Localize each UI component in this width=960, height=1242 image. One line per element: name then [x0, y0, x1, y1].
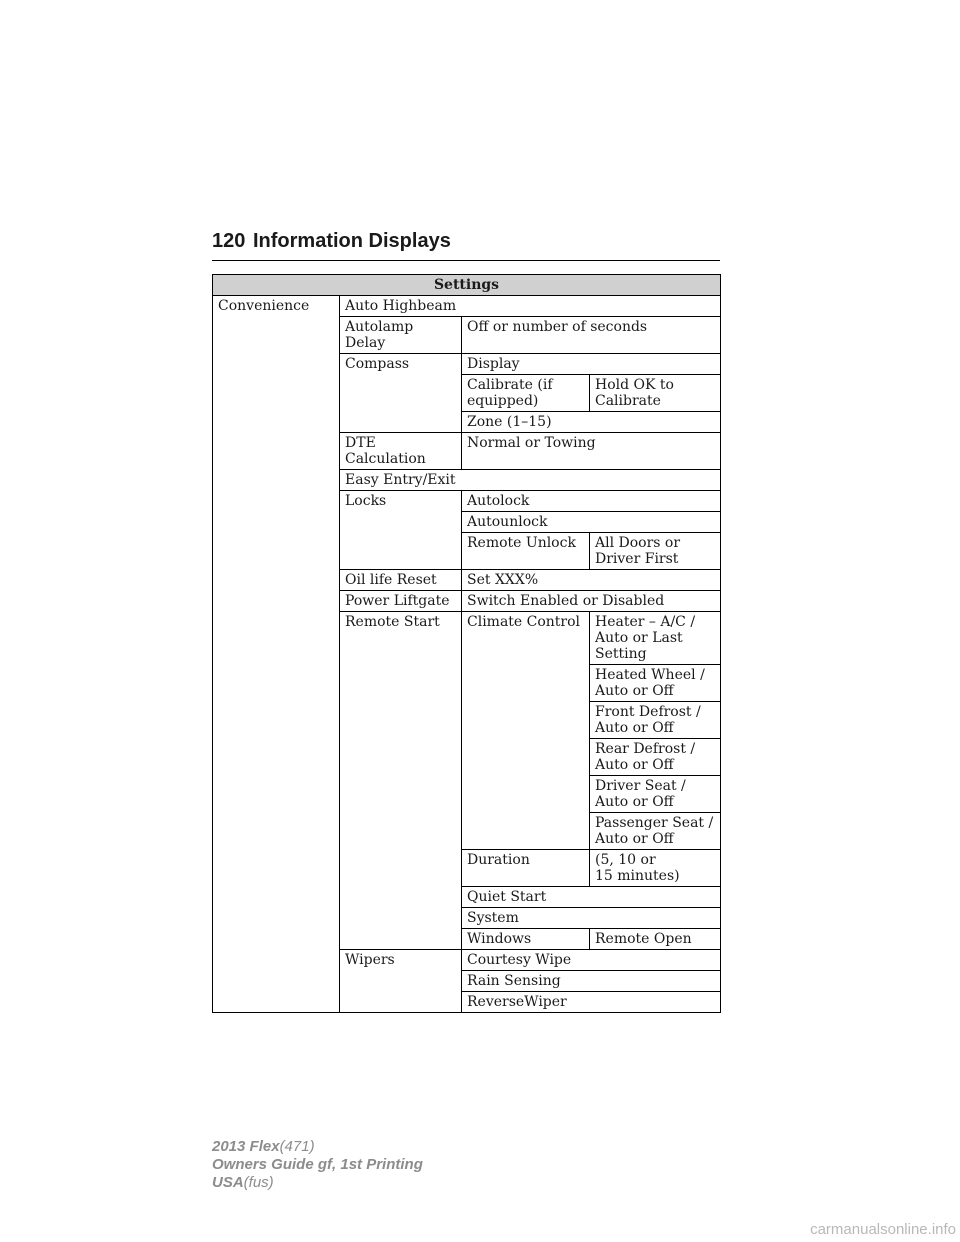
page-number: 120 [212, 230, 246, 252]
setting-power-liftgate: Power Liftgate [340, 591, 462, 612]
climate-heated-wheel: Heated Wheel / Auto or Off [590, 665, 721, 702]
power-liftgate-value: Switch Enabled or Disabled [462, 591, 721, 612]
settings-table [212, 274, 721, 1013]
setting-auto-highbeam: Auto Highbeam [340, 296, 721, 317]
locks-autounlock: Autounlock [462, 512, 721, 533]
footer-market: USA [212, 1174, 244, 1191]
compass-calibrate: Calibrate (if equipped) [462, 375, 590, 412]
climate-heater-ac: Heater – A/C / Auto or Last Setting [590, 612, 721, 665]
table-title: Settings [213, 275, 721, 296]
setting-locks: Locks [340, 491, 462, 570]
footer-line-3 [212, 1174, 423, 1192]
setting-autolamp-delay: Autolamp Delay [340, 317, 462, 354]
setting-easy-entry: Easy Entry/Exit [340, 470, 721, 491]
dte-value: Normal or Towing [462, 433, 721, 470]
compass-calibrate-action: Hold OK to Calibrate [590, 375, 721, 412]
climate-front-defrost: Front Defrost / Auto or Off [590, 702, 721, 739]
setting-oil-life-reset: Oil life Reset [340, 570, 462, 591]
table-row [213, 296, 721, 317]
section-title: Information Displays [253, 230, 451, 252]
locks-autolock: Autolock [462, 491, 721, 512]
windows-remote-open: Remote Open [590, 929, 721, 950]
wipers-rain-sensing: Rain Sensing [462, 971, 721, 992]
table-title-row [213, 275, 721, 296]
footer-market-code: (fus) [243, 1174, 274, 1191]
footer-line-1 [212, 1138, 423, 1156]
climate-rear-defrost: Rear Defrost / Auto or Off [590, 739, 721, 776]
remote-unlock-value: All Doors or Driver First [590, 533, 721, 570]
oil-life-value: Set XXX% [462, 570, 721, 591]
footer-line-2: Owners Guide gf, 1st Printing [212, 1156, 423, 1173]
header-rule [212, 260, 720, 261]
setting-windows: Windows [462, 929, 590, 950]
autolamp-delay-value: Off or number of seconds [462, 317, 721, 354]
remote-start-quiet-start: Quiet Start [462, 887, 721, 908]
remote-start-system: System [462, 908, 721, 929]
climate-passenger-seat: Passenger Seat / Auto or Off [590, 813, 721, 850]
print-footer [212, 1138, 423, 1192]
watermark: carmanualsonline.info [810, 1221, 956, 1238]
wipers-reverse-wiper: ReverseWiper [462, 992, 721, 1013]
remote-start-duration: Duration [462, 850, 590, 887]
setting-wipers: Wipers [340, 950, 462, 1013]
compass-zone: Zone (1–15) [462, 412, 721, 433]
setting-dte-calculation: DTE Calculation [340, 433, 462, 470]
climate-driver-seat: Driver Seat / Auto or Off [590, 776, 721, 813]
remote-start-climate-control: Climate Control [462, 612, 590, 850]
footer-model: 2013 Flex [212, 1138, 280, 1155]
footer-code: (471) [279, 1138, 315, 1155]
category-convenience: Convenience [213, 296, 340, 1013]
duration-value: (5, 10 or 15 minutes) [590, 850, 721, 887]
setting-remote-start: Remote Start [340, 612, 462, 950]
wipers-courtesy-wipe: Courtesy Wipe [462, 950, 721, 971]
page-header [212, 230, 720, 262]
locks-remote-unlock: Remote Unlock [462, 533, 590, 570]
compass-display: Display [462, 354, 721, 375]
setting-compass: Compass [340, 354, 462, 433]
